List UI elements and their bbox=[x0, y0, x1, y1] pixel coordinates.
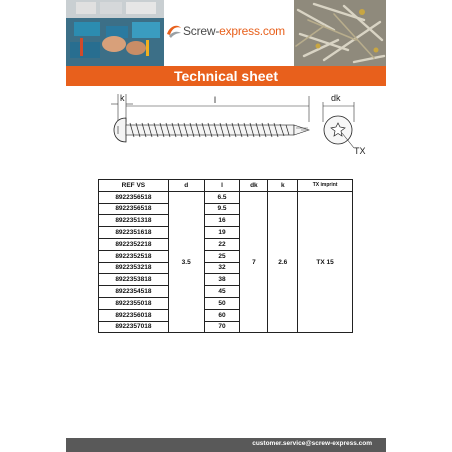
cell-d: 3.5 bbox=[168, 191, 204, 333]
cell-l: 45 bbox=[204, 286, 240, 298]
dimension-dk-label: dk bbox=[331, 93, 341, 103]
cell-l: 22 bbox=[204, 238, 240, 250]
page-title: Technical sheet bbox=[173, 68, 278, 84]
cell-tx: TX 15 bbox=[298, 191, 353, 333]
cell-l: 38 bbox=[204, 274, 240, 286]
cell-l: 70 bbox=[204, 321, 240, 333]
cell-l: 9.5 bbox=[204, 203, 240, 215]
cell-l: 19 bbox=[204, 227, 240, 239]
screw-head bbox=[114, 118, 126, 142]
screws-photo-right bbox=[294, 0, 386, 66]
cell-ref: 8922352218 bbox=[99, 238, 169, 250]
cell-ref: 8922353818 bbox=[99, 274, 169, 286]
cell-l: 6.5 bbox=[204, 191, 240, 203]
cell-ref: 8922351618 bbox=[99, 227, 169, 239]
cell-k: 2.6 bbox=[268, 191, 298, 333]
table-row bbox=[99, 191, 353, 203]
cell-ref: 8922357018 bbox=[99, 321, 169, 333]
specification-table bbox=[98, 179, 353, 333]
header-ref: REF VS bbox=[99, 180, 169, 192]
cell-ref: 8922352518 bbox=[99, 250, 169, 262]
footer-bar bbox=[66, 438, 386, 452]
header-k: k bbox=[268, 180, 298, 192]
cell-l: 32 bbox=[204, 262, 240, 274]
cell-ref: 8922355018 bbox=[99, 297, 169, 309]
dimension-l-label: l bbox=[214, 95, 216, 105]
screw-technical-drawing bbox=[96, 92, 366, 162]
cell-ref: 8922354518 bbox=[99, 286, 169, 298]
cell-ref: 8922351318 bbox=[99, 215, 169, 227]
cell-ref: 8922353218 bbox=[99, 262, 169, 274]
swoosh-icon bbox=[165, 22, 183, 40]
cell-ref: 8922356518 bbox=[99, 191, 169, 203]
header-tx-imprint: TX imprint bbox=[298, 180, 353, 192]
header-dk: dk bbox=[240, 180, 268, 192]
technical-sheet-page bbox=[66, 0, 386, 452]
brand-logo[interactable] bbox=[165, 20, 293, 46]
cell-dk: 7 bbox=[240, 191, 268, 333]
workshop-photo-left bbox=[66, 0, 164, 66]
customer-service-email[interactable]: customer.service@screw-express.com bbox=[252, 440, 372, 447]
cell-l: 16 bbox=[204, 215, 240, 227]
cell-l: 25 bbox=[204, 250, 240, 262]
header-l: l bbox=[204, 180, 240, 192]
cell-l: 60 bbox=[204, 309, 240, 321]
torx-label: TX bbox=[354, 146, 366, 156]
table-header-row bbox=[99, 180, 353, 192]
cell-ref: 8922356018 bbox=[99, 309, 169, 321]
dimension-k-label: k bbox=[120, 93, 125, 103]
cell-l: 50 bbox=[204, 297, 240, 309]
cell-ref: 8922356518 bbox=[99, 203, 169, 215]
brand-name: Screw-express.com bbox=[183, 24, 285, 38]
header-banner bbox=[66, 0, 386, 66]
header-d: d bbox=[168, 180, 204, 192]
